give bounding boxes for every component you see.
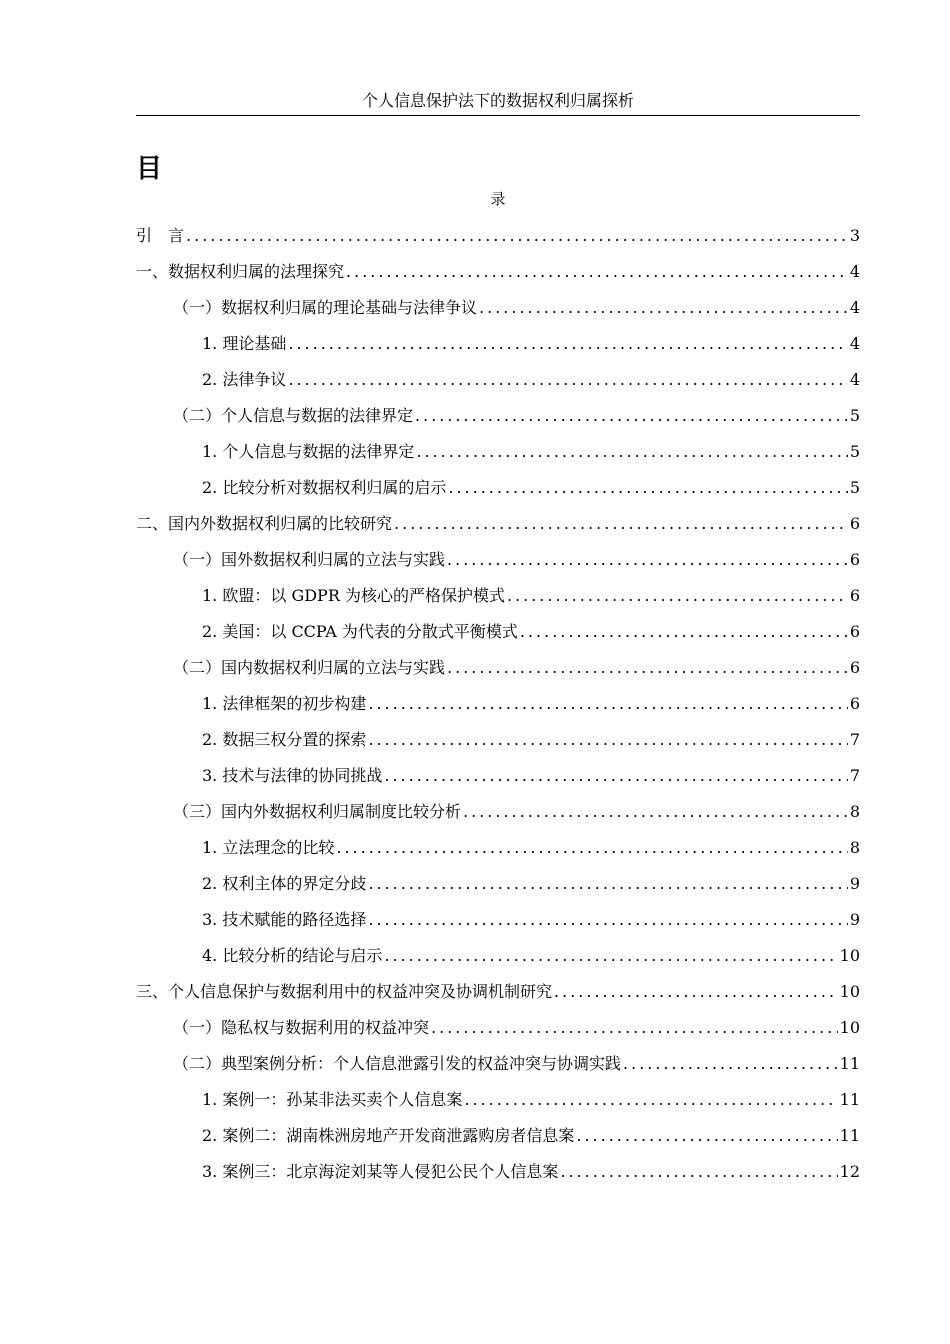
toc-dot-leader — [186, 225, 848, 247]
toc-entry-text: 2. 比较分析对数据权利归属的启示 — [202, 478, 447, 497]
toc-entry-text: 4. 比较分析的结论与启示 — [202, 946, 383, 965]
toc-dot-leader — [415, 405, 848, 427]
toc-dot-leader — [560, 1161, 837, 1183]
toc-entry-page-number: 10 — [839, 982, 860, 1001]
toc-title-part2: 录 — [490, 190, 506, 208]
toc-entry-page-number: 8 — [849, 838, 860, 857]
toc-dot-leader — [576, 1125, 837, 1147]
toc-entry-text: 1. 理论基础 — [202, 334, 287, 353]
toc-entry-page-number: 6 — [849, 694, 860, 713]
toc-entry-text: 3. 技术赋能的路径选择 — [202, 910, 367, 929]
toc-entry-text: （二）个人信息与数据的法律界定 — [173, 406, 414, 425]
toc-entry-page-number: 6 — [849, 658, 860, 677]
toc-dot-leader — [448, 477, 847, 499]
toc-entry-text: 1. 立法理念的比较 — [202, 838, 335, 857]
toc-entry-text: 2. 美国：以 CCPA 为代表的分散式平衡模式 — [202, 622, 518, 641]
toc-entry[interactable] — [136, 1089, 860, 1125]
toc-entry[interactable] — [136, 837, 860, 873]
toc-entry-page-number: 8 — [849, 802, 860, 821]
toc-entry-page-number: 11 — [839, 1090, 860, 1109]
toc-dot-leader — [447, 549, 848, 571]
toc-entry-page-number: 7 — [849, 766, 860, 785]
toc-entry-page-number: 6 — [849, 586, 860, 605]
toc-dot-leader — [336, 837, 847, 859]
toc-dot-leader — [368, 909, 847, 931]
toc-entry[interactable] — [136, 1053, 860, 1089]
toc-entry-page-number: 10 — [839, 1018, 860, 1037]
toc-dot-leader — [416, 441, 847, 463]
toc-dot-leader — [368, 693, 847, 715]
toc-dot-leader — [384, 945, 837, 967]
toc-dot-leader — [464, 1089, 837, 1111]
toc-entry-page-number: 11 — [839, 1054, 860, 1073]
toc-entry[interactable] — [136, 1125, 860, 1161]
toc-dot-leader — [288, 333, 847, 355]
toc-entry[interactable] — [136, 333, 860, 369]
toc-entry-text: 3. 技术与法律的协同挑战 — [202, 766, 383, 785]
toc-entry[interactable] — [136, 369, 860, 405]
toc-dot-leader — [394, 513, 848, 535]
toc-entry-page-number: 7 — [849, 730, 860, 749]
toc-entry[interactable] — [136, 909, 860, 945]
toc-entry-text: 1. 法律框架的初步构建 — [202, 694, 367, 713]
toc-entry-text: 2. 数据三权分置的探索 — [202, 730, 367, 749]
toc-entry[interactable] — [136, 405, 860, 441]
toc-entry[interactable] — [136, 441, 860, 477]
toc-entry[interactable] — [136, 801, 860, 837]
toc-entry-page-number: 12 — [839, 1162, 860, 1181]
toc-dot-leader — [507, 585, 848, 607]
toc-entry-text: 2. 法律争议 — [202, 370, 287, 389]
toc-entry[interactable] — [136, 297, 860, 333]
toc-entry[interactable] — [136, 729, 860, 765]
toc-entry[interactable] — [136, 693, 860, 729]
toc-entry-page-number: 4 — [849, 334, 860, 353]
toc-entry[interactable] — [136, 513, 860, 549]
toc-entry[interactable] — [136, 225, 860, 261]
toc-entry[interactable] — [136, 621, 860, 657]
toc-entry-text: 二、国内外数据权利归属的比较研究 — [136, 514, 393, 533]
toc-entry[interactable] — [136, 585, 860, 621]
toc-entry-text: 3. 案例三：北京海淀刘某等人侵犯公民个人信息案 — [202, 1162, 559, 1181]
running-header: 个人信息保护法下的数据权利归属探析 — [136, 90, 860, 116]
toc-dot-leader — [368, 873, 847, 895]
toc-entry-text: 1. 个人信息与数据的法律界定 — [202, 442, 415, 461]
toc-dot-leader — [479, 297, 848, 319]
toc-entry-page-number: 5 — [849, 406, 860, 425]
toc-entry-page-number: 10 — [839, 946, 860, 965]
toc-entry-page-number: 4 — [849, 298, 860, 317]
toc-entry-text: 三、个人信息保护与数据利用中的权益冲突及协调机制研究 — [136, 982, 553, 1001]
toc-entry-text: （一）数据权利归属的理论基础与法律争议 — [173, 298, 478, 317]
toc-entry-page-number: 4 — [849, 370, 860, 389]
toc-dot-leader — [431, 1017, 838, 1039]
toc-entry-text: （一）隐私权与数据利用的权益冲突 — [173, 1018, 430, 1037]
toc-entry[interactable] — [136, 657, 860, 693]
toc-entry-text: （二）国内数据权利归属的立法与实践 — [173, 658, 446, 677]
toc-entry[interactable] — [136, 765, 860, 801]
toc-title-part1: 目 — [136, 154, 163, 184]
toc-dot-leader — [463, 801, 848, 823]
toc-entry[interactable] — [136, 981, 860, 1017]
toc-entry-page-number: 6 — [849, 550, 860, 569]
toc-entry-page-number: 5 — [849, 442, 860, 461]
toc-entry-page-number: 6 — [849, 514, 860, 533]
toc-entry-page-number: 9 — [849, 874, 860, 893]
toc-entry[interactable] — [136, 477, 860, 513]
toc-dot-leader — [346, 261, 848, 283]
toc-entry[interactable] — [136, 1161, 860, 1197]
toc-dot-leader — [623, 1053, 838, 1075]
toc-entry[interactable] — [136, 261, 860, 297]
toc-dot-leader — [368, 729, 847, 751]
toc-entry[interactable] — [136, 1017, 860, 1053]
toc-entry[interactable] — [136, 873, 860, 909]
toc-entry-text: 2. 权利主体的界定分歧 — [202, 874, 367, 893]
toc-entry[interactable] — [136, 945, 860, 981]
toc-entry-text: 引 言 — [136, 226, 185, 245]
toc-entry-text: （二）典型案例分析：个人信息泄露引发的权益冲突与协调实践 — [173, 1054, 622, 1073]
toc-entry-text: 一、数据权利归属的法理探究 — [136, 262, 345, 281]
table-of-contents — [136, 225, 860, 1197]
toc-entry-page-number: 6 — [849, 622, 860, 641]
toc-dot-leader — [520, 621, 848, 643]
toc-dot-leader — [447, 657, 848, 679]
toc-dot-leader — [384, 765, 847, 787]
toc-entry-page-number: 5 — [849, 478, 860, 497]
toc-dot-leader — [554, 981, 838, 1003]
toc-entry[interactable] — [136, 549, 860, 585]
toc-entry-page-number: 11 — [839, 1126, 860, 1145]
toc-entry-page-number: 3 — [849, 226, 860, 245]
toc-entry-page-number: 9 — [849, 910, 860, 929]
toc-entry-text: （一）国外数据权利归属的立法与实践 — [173, 550, 446, 569]
toc-entry-page-number: 4 — [849, 262, 860, 281]
toc-dot-leader — [288, 369, 847, 391]
toc-entry-text: 2. 案例二：湖南株洲房地产开发商泄露购房者信息案 — [202, 1126, 575, 1145]
toc-entry-text: （三）国内外数据权利归属制度比较分析 — [173, 802, 462, 821]
toc-entry-text: 1. 案例一：孙某非法买卖个人信息案 — [202, 1090, 463, 1109]
toc-entry-text: 1. 欧盟：以 GDPR 为核心的严格保护模式 — [202, 586, 505, 605]
